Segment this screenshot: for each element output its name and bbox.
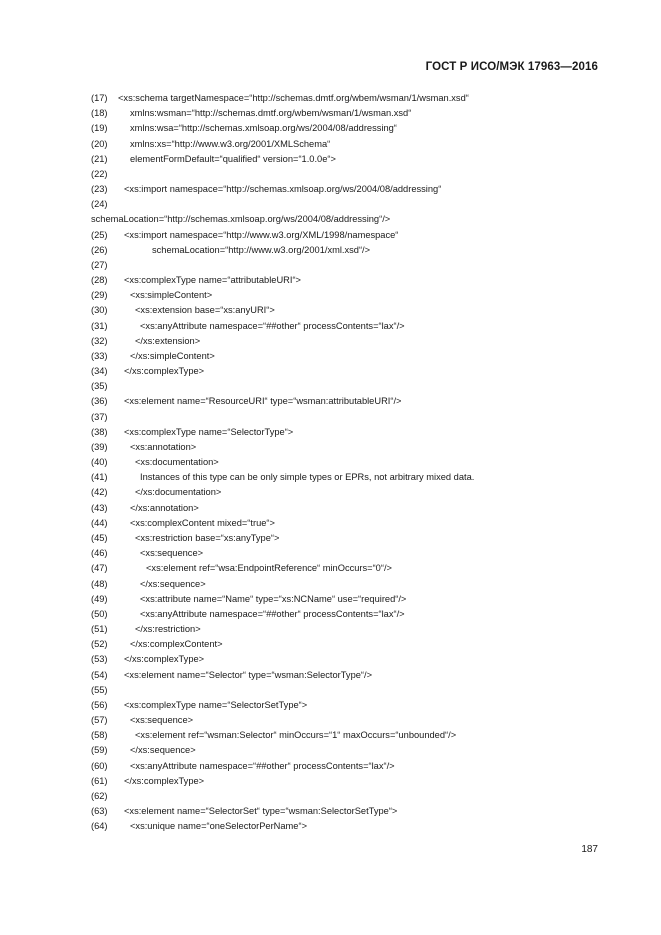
line-number: (39) bbox=[91, 441, 108, 452]
line-number: (58) bbox=[91, 730, 108, 741]
line-number: (49) bbox=[91, 593, 108, 604]
line-number: (42) bbox=[91, 487, 108, 498]
code-line bbox=[91, 516, 611, 531]
code-line bbox=[91, 303, 611, 318]
code-text: <xs:attribute name=“Name“ type=“xs:NCName“ use=“required“/> bbox=[140, 593, 407, 604]
code-line bbox=[91, 546, 611, 561]
line-number: (21) bbox=[91, 153, 108, 164]
line-number: (57) bbox=[91, 715, 108, 726]
code-text: <xs:anyAttribute namespace=“##other“ processContents=“lax“/> bbox=[140, 320, 405, 331]
line-number: (33) bbox=[91, 350, 108, 361]
line-number: (47) bbox=[91, 563, 108, 574]
code-text: <xs:anyAttribute namespace=“##other“ processContents=“lax“/> bbox=[140, 608, 405, 619]
code-line bbox=[91, 759, 611, 774]
code-line bbox=[91, 197, 611, 212]
code-text: <xs:complexType name=“attributableURI“> bbox=[124, 275, 301, 286]
code-text: <xs:complexType name=“SelectorSetType“> bbox=[124, 699, 308, 710]
line-number: (59) bbox=[91, 745, 108, 756]
code-line bbox=[91, 698, 611, 713]
code-line bbox=[91, 243, 611, 258]
code-text: <xs:sequence> bbox=[140, 548, 204, 559]
code-line bbox=[91, 470, 611, 485]
code-line bbox=[91, 728, 611, 743]
code-line bbox=[91, 228, 611, 243]
line-number: (55) bbox=[91, 684, 108, 695]
code-text: <xs:element name=“SelectorSet“ type=“wsman:SelectorSetType“> bbox=[124, 806, 398, 817]
code-line bbox=[91, 258, 611, 273]
code-line bbox=[91, 577, 611, 592]
code-line bbox=[91, 410, 611, 425]
code-text: xmlns:wsman=“http://schemas.dmtf.org/wbem/wsman/1/wsman.xsd“ bbox=[130, 108, 412, 119]
line-number: (25) bbox=[91, 229, 108, 240]
line-number: (54) bbox=[91, 669, 108, 680]
line-number: (53) bbox=[91, 654, 108, 665]
code-line bbox=[91, 743, 611, 758]
line-number: (28) bbox=[91, 275, 108, 286]
line-number: (52) bbox=[91, 639, 108, 650]
code-line bbox=[91, 334, 611, 349]
code-line bbox=[91, 425, 611, 440]
code-line bbox=[91, 668, 611, 683]
line-number: (46) bbox=[91, 548, 108, 559]
code-text: <xs:schema targetNamespace=“http://schemas.dmtf.org/wbem/wsman/1/wsman.xsd“ bbox=[118, 93, 469, 103]
code-line bbox=[91, 774, 611, 789]
code-text: elementFormDefault=“qualified“ version=“1.0.0e“> bbox=[130, 153, 336, 164]
code-line bbox=[91, 804, 611, 819]
code-text: xmlns:wsa=“http://schemas.xmlsoap.org/ws/2004/08/addressing“ bbox=[130, 123, 397, 134]
line-number: (51) bbox=[91, 624, 108, 635]
code-text: <xs:element ref=“wsman:Selector“ minOccurs=“1“ maxOccurs=“unbounded“/> bbox=[135, 730, 457, 741]
code-line bbox=[91, 637, 611, 652]
line-number: (35) bbox=[91, 381, 108, 392]
line-number: (63) bbox=[91, 806, 108, 817]
code-line bbox=[91, 713, 611, 728]
code-text: <xs:element ref=“wsa:EndpointReference“ minOccurs=“0“/> bbox=[146, 563, 392, 574]
code-line bbox=[91, 121, 611, 136]
code-text: <xs:import namespace=“http://www.w3.org/XML/1998/namespace“ bbox=[124, 229, 399, 240]
line-number: (45) bbox=[91, 532, 108, 543]
code-line bbox=[91, 561, 611, 576]
code-line bbox=[91, 288, 611, 303]
line-number: (61) bbox=[91, 775, 108, 786]
line-number: (62) bbox=[91, 790, 108, 801]
code-line bbox=[91, 440, 611, 455]
code-line bbox=[91, 819, 611, 834]
code-text: schemaLocation=“http://www.w3.org/2001/xml.xsd“/> bbox=[152, 244, 371, 255]
line-number: (20) bbox=[91, 138, 108, 149]
line-number: (40) bbox=[91, 457, 108, 468]
code-line bbox=[91, 273, 611, 288]
code-line bbox=[91, 167, 611, 182]
code-text: </xs:simpleContent> bbox=[130, 350, 215, 361]
line-number: (44) bbox=[91, 517, 108, 528]
code-line bbox=[91, 379, 611, 394]
code-line bbox=[91, 652, 611, 667]
line-number: (37) bbox=[91, 411, 108, 422]
code-text: Instances of this type can be only simple types or EPRs, not arbitrary mixed data. bbox=[140, 472, 475, 483]
line-number: (29) bbox=[91, 290, 108, 301]
line-number: (17) bbox=[91, 93, 108, 103]
line-number: (60) bbox=[91, 760, 108, 771]
code-text: <xs:complexType name=“SelectorType“> bbox=[124, 426, 294, 437]
code-text: </xs:complexContent> bbox=[130, 639, 223, 650]
code-text: <xs:extension base=“xs:anyURI“> bbox=[135, 305, 275, 316]
line-number: (36) bbox=[91, 396, 108, 407]
code-text: <xs:unique name=“oneSelectorPerName“> bbox=[130, 821, 307, 832]
code-text: </xs:complexType> bbox=[124, 654, 205, 665]
line-number: (56) bbox=[91, 699, 108, 710]
code-line bbox=[91, 319, 611, 334]
code-line bbox=[91, 592, 611, 607]
code-line bbox=[91, 501, 611, 516]
line-number: (26) bbox=[91, 244, 108, 255]
code-line bbox=[91, 394, 611, 409]
line-number: (18) bbox=[91, 108, 108, 119]
code-listing bbox=[91, 91, 611, 834]
code-text: <xs:annotation> bbox=[130, 441, 197, 452]
line-number: (34) bbox=[91, 366, 108, 377]
code-text: <xs:simpleContent> bbox=[130, 290, 213, 301]
code-text: <xs:documentation> bbox=[135, 457, 219, 468]
code-line bbox=[91, 152, 611, 167]
code-text: </xs:complexType> bbox=[124, 775, 205, 786]
line-number: (38) bbox=[91, 426, 108, 437]
code-text: <xs:element name=“ResourceURI“ type=“wsman:attributableURI“/> bbox=[124, 396, 402, 407]
line-number: (19) bbox=[91, 123, 108, 134]
code-line bbox=[91, 789, 611, 804]
line-number: (50) bbox=[91, 608, 108, 619]
code-line bbox=[91, 212, 611, 227]
code-line bbox=[91, 106, 611, 121]
line-number: (22) bbox=[91, 168, 108, 179]
code-text: </xs:restriction> bbox=[135, 624, 201, 635]
code-line bbox=[91, 91, 611, 106]
code-line bbox=[91, 455, 611, 470]
code-text: </xs:sequence> bbox=[140, 578, 206, 589]
code-text: <xs:restriction base=“xs:anyType“> bbox=[135, 532, 280, 543]
line-number: (30) bbox=[91, 305, 108, 316]
code-line bbox=[91, 683, 611, 698]
line-number: (43) bbox=[91, 502, 108, 513]
code-line bbox=[91, 485, 611, 500]
code-text: schemaLocation=“http://schemas.xmlsoap.org/ws/2004/08/addressing“/> bbox=[91, 214, 391, 225]
line-number: (64) bbox=[91, 821, 108, 832]
code-text: <xs:sequence> bbox=[130, 715, 194, 726]
document-standard-header: ГОСТ Р ИСО/МЭК 17963—2016 bbox=[425, 61, 598, 73]
code-line bbox=[91, 622, 611, 637]
line-number: (31) bbox=[91, 320, 108, 331]
line-number: (27) bbox=[91, 259, 108, 270]
code-line bbox=[91, 349, 611, 364]
code-text: <xs:import namespace=“http://schemas.xmlsoap.org/ws/2004/08/addressing“ bbox=[124, 184, 442, 195]
code-line bbox=[91, 531, 611, 546]
code-text: </xs:sequence> bbox=[130, 745, 196, 756]
line-number: (32) bbox=[91, 335, 108, 346]
code-line bbox=[91, 137, 611, 152]
line-number: (24) bbox=[91, 199, 108, 210]
code-text: </xs:extension> bbox=[135, 335, 201, 346]
line-number: (41) bbox=[91, 472, 108, 483]
code-text: </xs:documentation> bbox=[135, 487, 222, 498]
code-text: xmlns:xs=“http://www.w3.org/2001/XMLSchema“ bbox=[130, 138, 331, 149]
code-line bbox=[91, 607, 611, 622]
code-text: <xs:element name=“Selector“ type=“wsman:SelectorType“/> bbox=[124, 669, 373, 680]
code-line bbox=[91, 182, 611, 197]
code-text: <xs:complexContent mixed=“true“> bbox=[130, 517, 275, 528]
code-text: </xs:annotation> bbox=[130, 502, 199, 513]
page-number: 187 bbox=[581, 844, 598, 855]
code-line bbox=[91, 364, 611, 379]
code-text: </xs:complexType> bbox=[124, 366, 205, 377]
line-number: (23) bbox=[91, 184, 108, 195]
line-number: (48) bbox=[91, 578, 108, 589]
code-text: <xs:anyAttribute namespace=“##other“ processContents=“lax“/> bbox=[130, 760, 395, 771]
